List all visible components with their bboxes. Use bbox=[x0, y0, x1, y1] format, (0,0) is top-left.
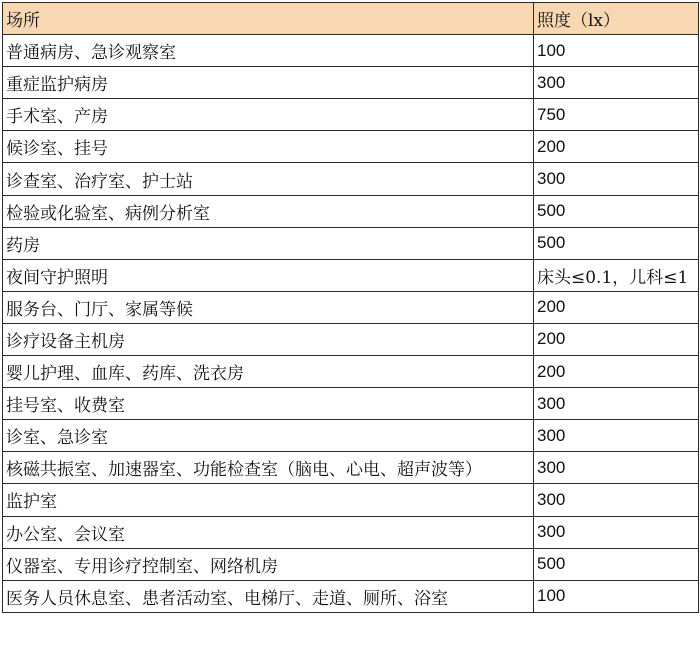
table-row bbox=[3, 356, 699, 388]
place-cell: 诊查室、治疗室、护士站 bbox=[3, 163, 534, 195]
illuminance-cell: 300 bbox=[534, 67, 699, 99]
place-cell: 诊疗设备主机房 bbox=[3, 323, 534, 355]
illuminance-cell: 100 bbox=[534, 35, 699, 67]
illuminance-cell: 300 bbox=[534, 388, 699, 420]
illuminance-cell: 200 bbox=[534, 131, 699, 163]
table-row bbox=[3, 420, 699, 452]
illuminance-cell: 200 bbox=[534, 291, 699, 323]
illuminance-cell: 300 bbox=[534, 516, 699, 548]
illuminance-cell: 500 bbox=[534, 227, 699, 259]
table-row bbox=[3, 163, 699, 195]
illuminance-cell: 床头≤0.1，儿科≤1 bbox=[534, 259, 699, 291]
place-cell: 手术室、产房 bbox=[3, 99, 534, 131]
table-row bbox=[3, 516, 699, 548]
header-illuminance: 照度（lx） bbox=[534, 3, 699, 35]
place-cell: 药房 bbox=[3, 227, 534, 259]
place-cell: 监护室 bbox=[3, 484, 534, 516]
table-row bbox=[3, 452, 699, 484]
illuminance-cell: 200 bbox=[534, 356, 699, 388]
place-cell: 仪器室、专用诊疗控制室、网络机房 bbox=[3, 548, 534, 580]
place-cell: 婴儿护理、血库、药库、洗衣房 bbox=[3, 356, 534, 388]
table-row bbox=[3, 259, 699, 291]
illuminance-cell: 300 bbox=[534, 420, 699, 452]
table-row bbox=[3, 195, 699, 227]
place-cell: 诊室、急诊室 bbox=[3, 420, 534, 452]
table-row bbox=[3, 548, 699, 580]
table-row bbox=[3, 131, 699, 163]
place-cell: 医务人员休息室、患者活动室、电梯厅、走道、厕所、浴室 bbox=[3, 580, 534, 612]
table-row bbox=[3, 580, 699, 612]
illuminance-cell: 300 bbox=[534, 484, 699, 516]
table-row bbox=[3, 323, 699, 355]
illuminance-cell: 750 bbox=[534, 99, 699, 131]
place-cell: 重症监护病房 bbox=[3, 67, 534, 99]
table-row bbox=[3, 291, 699, 323]
place-cell: 挂号室、收费室 bbox=[3, 388, 534, 420]
table-row bbox=[3, 35, 699, 67]
table-row bbox=[3, 484, 699, 516]
illuminance-cell: 200 bbox=[534, 323, 699, 355]
table-row bbox=[3, 227, 699, 259]
illuminance-table bbox=[2, 2, 699, 613]
table-row bbox=[3, 388, 699, 420]
illuminance-cell: 500 bbox=[534, 195, 699, 227]
place-cell: 检验或化验室、病例分析室 bbox=[3, 195, 534, 227]
illuminance-cell: 100 bbox=[534, 580, 699, 612]
place-cell: 夜间守护照明 bbox=[3, 259, 534, 291]
illuminance-cell: 300 bbox=[534, 452, 699, 484]
place-cell: 服务台、门厅、家属等候 bbox=[3, 291, 534, 323]
place-cell: 候诊室、挂号 bbox=[3, 131, 534, 163]
illuminance-cell: 500 bbox=[534, 548, 699, 580]
table-header-row bbox=[3, 3, 699, 35]
table-row bbox=[3, 67, 699, 99]
table-body bbox=[3, 35, 699, 613]
place-cell: 普通病房、急诊观察室 bbox=[3, 35, 534, 67]
table-row bbox=[3, 99, 699, 131]
illuminance-cell: 300 bbox=[534, 163, 699, 195]
place-cell: 办公室、会议室 bbox=[3, 516, 534, 548]
place-cell: 核磁共振室、加速器室、功能检查室（脑电、心电、超声波等） bbox=[3, 452, 534, 484]
header-place: 场所 bbox=[3, 3, 534, 35]
